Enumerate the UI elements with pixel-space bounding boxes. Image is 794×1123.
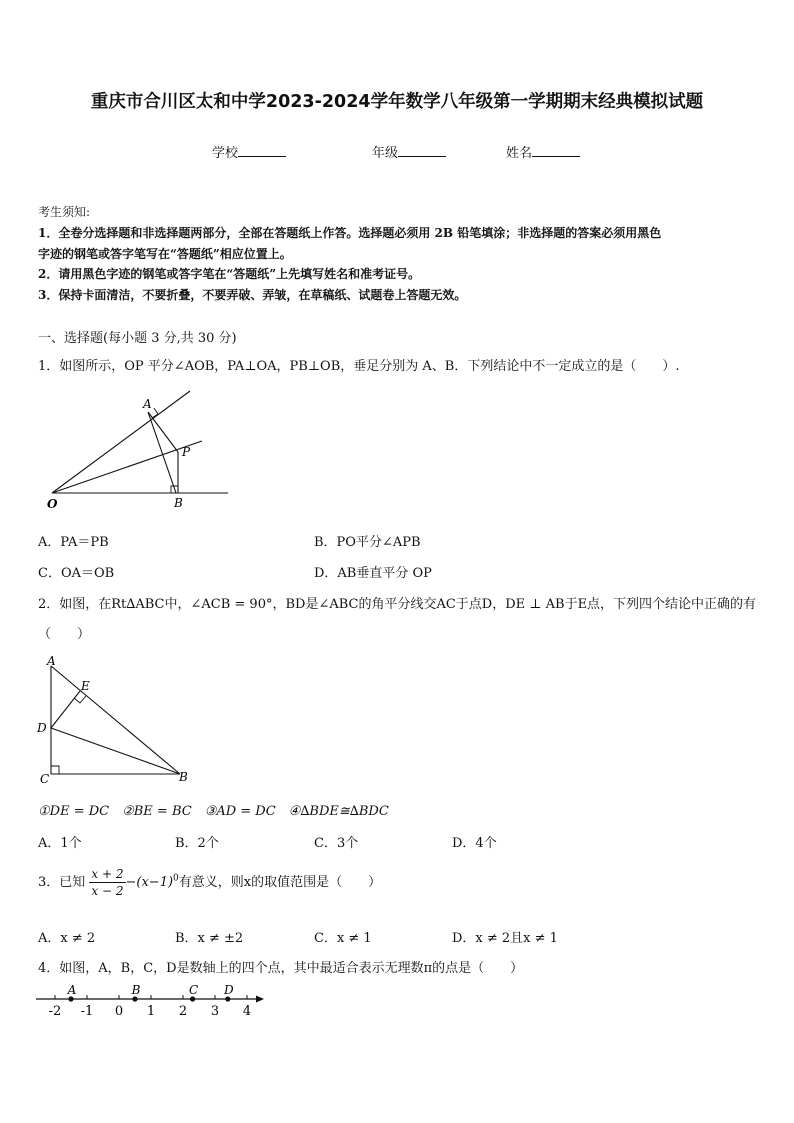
point-label-b: B (131, 983, 141, 997)
q1-option-a[interactable]: A．PA＝PB (38, 535, 109, 550)
segment-bd (51, 728, 180, 774)
point-d (225, 996, 230, 1001)
q2-stem: 2．如图，在Rt∆ABC中，∠ACB = 90°，BD是∠ABC的角平分线交AC于点D，DE ⊥ AB于E点，下列四个结论中正确的有 (38, 597, 757, 612)
tick-label-0: -2 (48, 1004, 62, 1019)
grade-field (372, 142, 446, 161)
label-o: O (47, 497, 58, 511)
ray-op (52, 441, 202, 493)
notice-heading: 考生须知: (38, 205, 91, 219)
tick-label-2: 0 (114, 1004, 124, 1019)
q3-fraction (89, 866, 125, 899)
tick-label-6: 4 (242, 1004, 252, 1019)
q4-number-line (30, 980, 270, 1022)
q2-stem-paren: （ ） (38, 627, 91, 642)
point-a (68, 996, 73, 1001)
label-d: D (37, 721, 47, 735)
name-label: 姓名 (506, 146, 533, 161)
q1-option-b[interactable]: B．PO平分∠APB (314, 535, 421, 550)
school-label: 学校 (212, 146, 239, 161)
grade-blank (398, 144, 446, 157)
tick-label-5: 3 (210, 1004, 220, 1019)
segment-de (51, 691, 80, 728)
q4-stem: 4．如图，A，B，C，D是数轴上的四个点，其中最适合表示无理数π的点是（ ） (38, 961, 524, 976)
q3-middle: −(x−1) (125, 875, 174, 890)
q2-option-a[interactable]: A．1个 (38, 836, 82, 851)
notice-line-3: 3．保持卡面清洁，不要折叠，不要弄破、弄皱，在草稿纸、试题卷上答题无效。 (38, 288, 467, 302)
q2-option-d[interactable]: D．4个 (452, 836, 497, 851)
label-c: C (40, 772, 50, 786)
grade-label: 年级 (372, 146, 399, 161)
q1-stem: 1．如图所示，OP 平分∠AOB，PA⊥OA，PB⊥OB，垂足分别为 A、B．下列结论中不一定成立的是（ ）. (38, 359, 680, 374)
q1-figure (40, 388, 240, 513)
section-heading: 一、选择题(每小题 3 分,共 30 分) (38, 331, 237, 346)
ray-oa (52, 391, 190, 493)
point-c (190, 996, 195, 1001)
side-ab (51, 666, 180, 774)
tick-label-4: 2 (178, 1004, 188, 1019)
label-p: P (182, 445, 191, 459)
point-label-d: D (223, 983, 234, 997)
q1-option-d[interactable]: D．AB垂直平分 OP (314, 566, 432, 581)
q2-option-b[interactable]: B．2个 (175, 836, 219, 851)
point-b (132, 996, 137, 1001)
q3-stem (38, 866, 381, 899)
q3-fraction-numerator: x + 2 (91, 867, 124, 881)
label-a: A (143, 397, 152, 411)
page-title: 重庆市合川区太和中学2023-2024学年数学八年级第一学期期末经典模拟试题 (90, 92, 704, 112)
label-e: E (81, 679, 90, 693)
q2-option-c[interactable]: C．3个 (314, 836, 359, 851)
tick-label-1: -1 (80, 1004, 94, 1019)
q3-prefix: 3．已知 (38, 875, 86, 890)
q3-option-d[interactable]: D．x ≠ 2且x ≠ 1 (452, 931, 558, 946)
right-angle-a (152, 408, 158, 418)
q1-option-c[interactable]: C．OA＝OB (38, 566, 115, 581)
q3-option-a[interactable]: A．x ≠ 2 (38, 931, 96, 946)
q3-option-c[interactable]: C．x ≠ 1 (314, 931, 372, 946)
segment-ab (148, 412, 176, 493)
q3-exponent: 0 (173, 873, 179, 884)
notice-line-2: 2．请用黑色字迹的钢笔或答字笔在“答题纸”上先填写姓名和准考证号。 (38, 267, 421, 281)
q3-suffix: 有意义，则x的取值范围是（ ） (178, 875, 382, 890)
point-label-c: C (189, 983, 199, 997)
q2-figure (34, 652, 199, 788)
label-b: B (179, 770, 188, 784)
name-blank (532, 144, 580, 157)
q2-conclusions: ①DE = DC ②BE = BC ③AD = DC ④∆BDE≅∆BDC (38, 804, 389, 819)
q3-fraction-denominator: x − 2 (91, 884, 124, 898)
tick-label-3: 1 (146, 1004, 156, 1019)
name-field (506, 142, 580, 161)
q3-option-b[interactable]: B．x ≠ ±2 (175, 931, 244, 946)
point-label-a: A (67, 983, 77, 997)
label-b: B (174, 496, 183, 510)
number-line-arrow (256, 996, 264, 1003)
notice-line-1b: 字迹的钢笔或答字笔写在“答题纸”相应位置上。 (38, 247, 292, 261)
notice-line-1a: 1．全卷分选择题和非选择题两部分，全部在答题纸上作答。选择题必须用 2B 铅笔填涂；非选择题的答案必须用黑色 (38, 226, 662, 240)
label-a: A (47, 654, 56, 668)
school-field (212, 142, 286, 161)
school-blank (238, 144, 286, 157)
right-angle-c (51, 766, 59, 774)
